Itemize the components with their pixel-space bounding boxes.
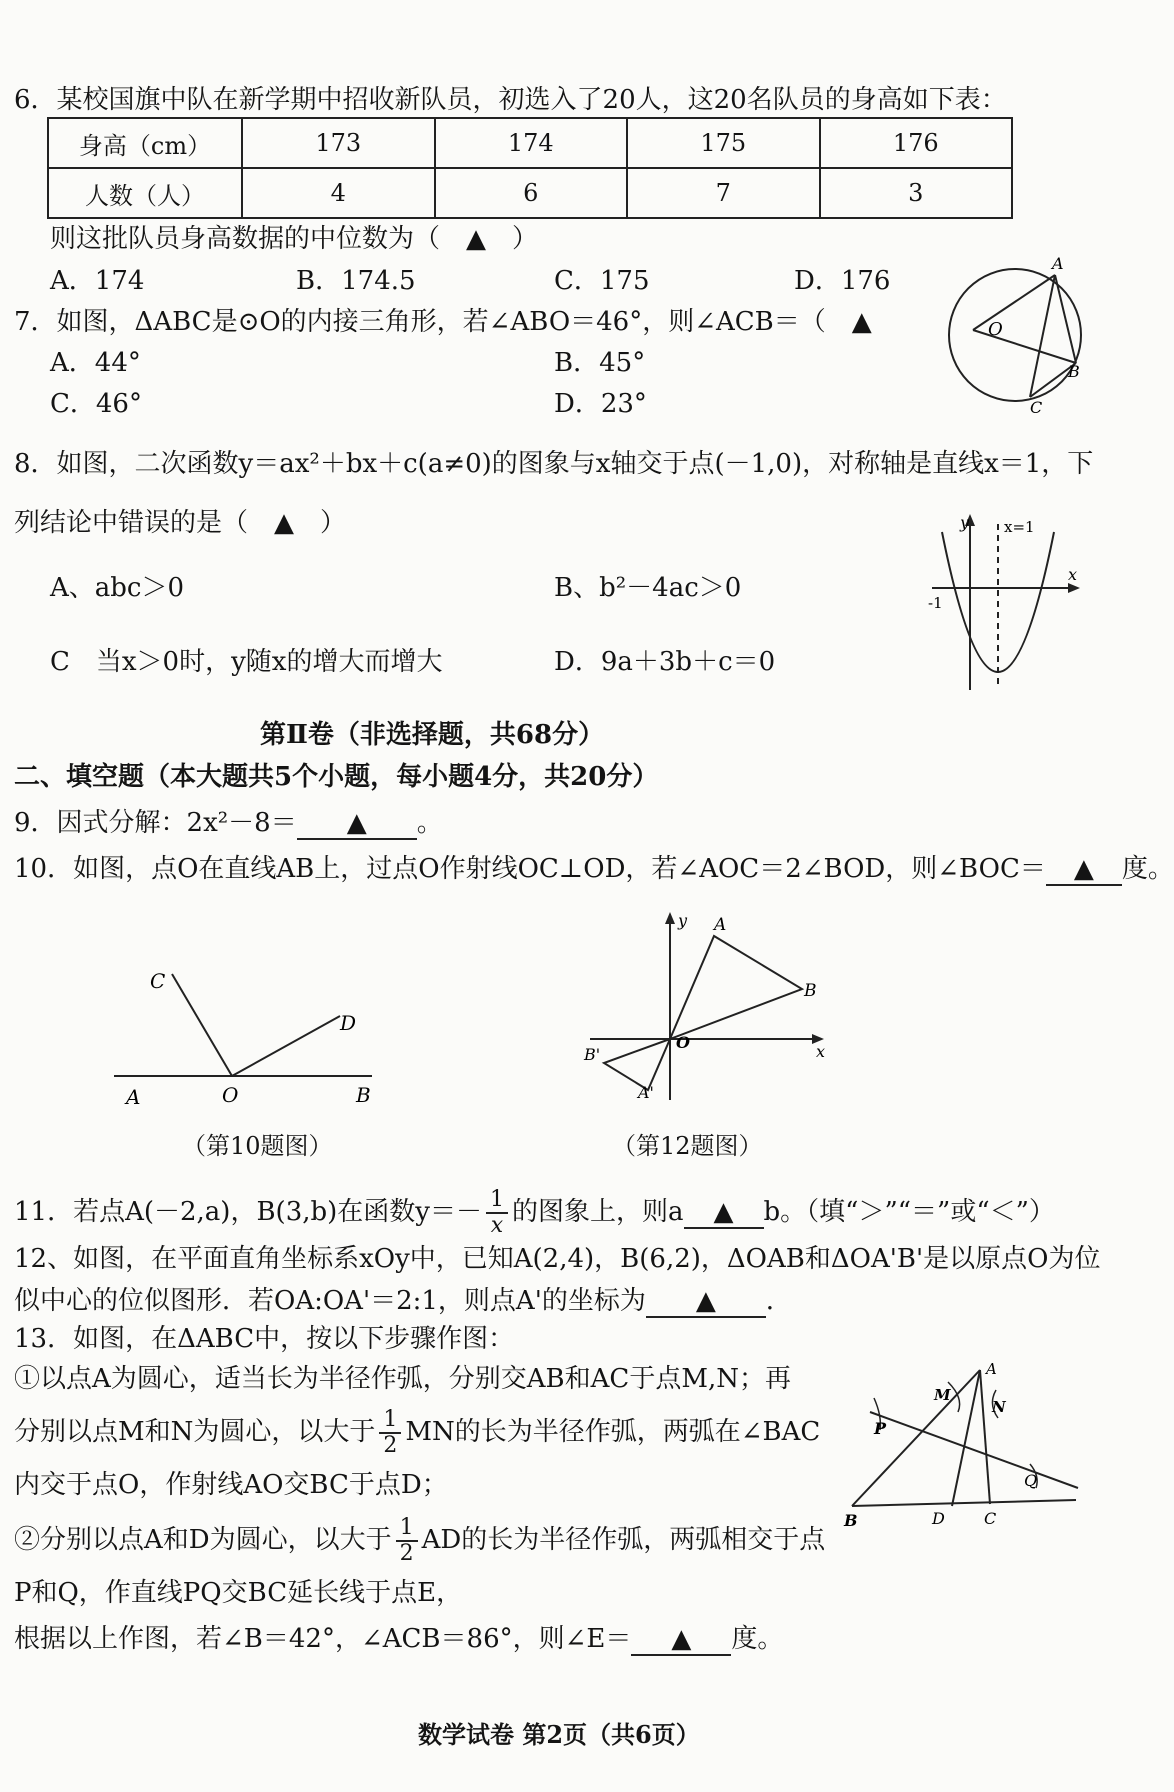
label-c: C: [984, 1509, 997, 1528]
q13-step2-line1-prefix: ②分别以点A和D为圆心，以大于: [14, 1525, 392, 1555]
q10-caption: （第10题图）: [182, 1132, 333, 1160]
q11-prefix: 11．若点A(－2,a)，B(3,b)在函数y＝－: [14, 1197, 482, 1227]
q11-mid: 的图象上，则a: [512, 1197, 684, 1227]
q12-line2-prefix: 似中心的位似图形．若OA:OA'＝2:1，则点A'的坐标为: [14, 1286, 646, 1316]
q12-caption: （第12题图）: [612, 1132, 763, 1160]
label-a: A: [714, 915, 727, 935]
q11-suffix: b。（填“＞”“＝”或“＜”）: [763, 1197, 1055, 1227]
q12-coordinate-figure: [580, 912, 830, 1104]
q13-step2-line1: [14, 1514, 825, 1566]
table-row-heights: [48, 118, 1012, 168]
label-y: y: [678, 911, 688, 930]
q13-step1-line3: 内交于点O，作射线AO交BC于点D；: [14, 1470, 448, 1500]
q13-fraction-1: [379, 1408, 401, 1458]
frac-numerator: 1: [379, 1408, 401, 1434]
label-b1: B': [584, 1045, 601, 1064]
q7-circle-figure: [940, 255, 1080, 415]
page-footer: 数学试卷 第2页（共6页）: [418, 1720, 700, 1749]
label-p: P: [874, 1419, 887, 1438]
q13-step1-line2-suffix: MN的长为半径作弧，两弧在∠BAC: [405, 1417, 821, 1447]
q12-line2-suffix: ．: [765, 1286, 792, 1316]
q8-option-d: D．9a＋3b＋c＝0: [554, 647, 776, 677]
table-cell: 173: [242, 118, 435, 168]
q6-option-a: A．174: [50, 266, 145, 296]
q12-line1: 12、如图，在平面直角坐标系xOy中，已知A(2,4)，B(6,2)，ΔOAB和ΔOA'B'是以原点O为位: [14, 1244, 1101, 1274]
q11-fraction: [486, 1188, 508, 1238]
table-cell: 175: [627, 118, 820, 168]
q7-stem: 7．如图，ΔABC是⊙O的内接三角形，若∠ABO＝46°，则∠ACB＝（ ▲: [14, 307, 872, 337]
label-y: y: [960, 513, 970, 532]
q8-option-a: A、abc＞0: [50, 573, 185, 603]
q7-option-b: B．45°: [554, 348, 646, 378]
q13-final: [14, 1622, 783, 1656]
table-cell: 176: [820, 118, 1013, 168]
q11-line: [14, 1186, 1055, 1238]
frac-numerator: 1: [486, 1188, 508, 1214]
q10-blank: ▲: [1046, 854, 1122, 886]
label-d: D: [932, 1509, 945, 1528]
section2-title: 第Ⅱ卷（非选择题，共68分）: [260, 720, 605, 750]
q10-line: [14, 852, 1174, 886]
q13-blank: ▲: [631, 1624, 731, 1656]
label-d: D: [340, 1011, 357, 1035]
q13-step1-line1: ①以点A为圆心，适当长为半径作弧，分别交AB和AC于点M,N；再: [14, 1364, 791, 1394]
q8-stem-line2: 列结论中错误的是（ ▲ ）: [14, 508, 346, 538]
q13-step1-line2-prefix: 分别以点M和N为圆心，以大于: [14, 1417, 376, 1447]
label-neg1: -1: [928, 594, 943, 612]
q12-blank: ▲: [646, 1286, 766, 1318]
label-n: N: [992, 1398, 1006, 1416]
q13-stem: 13．如图，在ΔABC中，按以下步骤作图：: [14, 1324, 515, 1354]
frac-denominator: 2: [383, 1433, 398, 1458]
label-a: A: [986, 1360, 997, 1378]
q9-blank: ▲: [297, 808, 417, 840]
height-table: [47, 117, 1013, 219]
q10-suffix: 度。: [1121, 854, 1174, 884]
q6-stem: 6．某校国旗中队在新学期中招收新队员，初选入了20人，这20名队员的身高如下表：: [14, 85, 1007, 115]
q13-final-suffix: 度。: [731, 1624, 784, 1654]
table-cell: 174: [435, 118, 628, 168]
q12-line2: [14, 1284, 792, 1318]
q9-suffix: 。: [416, 808, 443, 838]
circle-o: [949, 269, 1081, 401]
label-a1: A': [638, 1083, 654, 1102]
q13-fraction-2: [396, 1516, 418, 1566]
q8-option-c: C 当x＞0时，y随x的增大而增大: [50, 647, 443, 677]
q8-parabola-figure: [928, 512, 1080, 696]
q13-step1-line2: [14, 1406, 820, 1458]
q6-option-c: C．175: [554, 266, 650, 296]
label-o: O: [988, 319, 1003, 340]
label-b: B: [804, 981, 817, 1001]
q6-option-b: B．174.5: [296, 266, 416, 296]
q8-stem-line1: 8．如图，二次函数y＝ax²＋bx＋c(a≠0)的图象与x轴交于点(－1,0)，对称轴是直线x＝1，下: [14, 449, 1094, 479]
q10-prefix: 10．如图，点O在直线AB上，过点O作射线OC⊥OD，若∠AOC＝2∠BOD，则∠BOC＝: [14, 854, 1046, 884]
table-cell: 7: [627, 168, 820, 218]
q6-option-d: D．176: [794, 266, 891, 296]
label-o: O: [222, 1083, 239, 1107]
q9-line: [14, 806, 443, 840]
q13-triangle-figure: [840, 1360, 1080, 1530]
q7-option-d: D．23°: [554, 389, 647, 419]
frac-denominator: x: [490, 1213, 504, 1238]
label-c: C: [150, 969, 166, 993]
section2-subtitle: 二、填空题（本大题共5个小题，每小题4分，共20分）: [14, 762, 659, 792]
label-c: C: [1030, 398, 1043, 417]
label-b: B: [1068, 362, 1080, 381]
table-cell: 4: [242, 168, 435, 218]
label-q: Q: [1024, 1471, 1038, 1490]
q7-option-a: A．44°: [50, 348, 141, 378]
table-row-counts: [48, 168, 1012, 218]
q10-angle-figure: [110, 968, 390, 1108]
frac-numerator: 1: [396, 1516, 418, 1542]
label-b: B: [844, 1511, 858, 1530]
table-cell: 6: [435, 168, 628, 218]
table-header-count: 人数（人）: [48, 168, 242, 218]
q11-blank: ▲: [684, 1197, 764, 1229]
label-x: x: [816, 1042, 826, 1061]
q8-option-b: B、b²－4ac＞0: [554, 573, 742, 603]
label-m: M: [934, 1386, 951, 1404]
q13-step2-line2: P和Q，作直线PQ交BC延长线于点E，: [14, 1578, 463, 1608]
label-o: O: [676, 1033, 690, 1052]
label-a: A: [126, 1085, 141, 1109]
table-header-height: 身高（cm）: [48, 118, 242, 168]
label-a: A: [1052, 254, 1064, 273]
label-axis: x=1: [1004, 518, 1035, 536]
label-x: x: [1068, 565, 1078, 584]
q7-option-c: C．46°: [50, 389, 142, 419]
q13-step2-line1-suffix: AD的长为半径作弧，两弧相交于点: [421, 1525, 826, 1555]
label-b: B: [356, 1083, 371, 1107]
q13-final-prefix: 根据以上作图，若∠B＝42°，∠ACB＝86°，则∠E＝: [14, 1624, 632, 1654]
q9-prefix: 9．因式分解：2x²－8＝: [14, 808, 297, 838]
frac-denominator: 2: [399, 1541, 414, 1566]
table-cell: 3: [820, 168, 1013, 218]
q6-question: 则这批队员身高数据的中位数为（ ▲ ）: [50, 224, 538, 254]
